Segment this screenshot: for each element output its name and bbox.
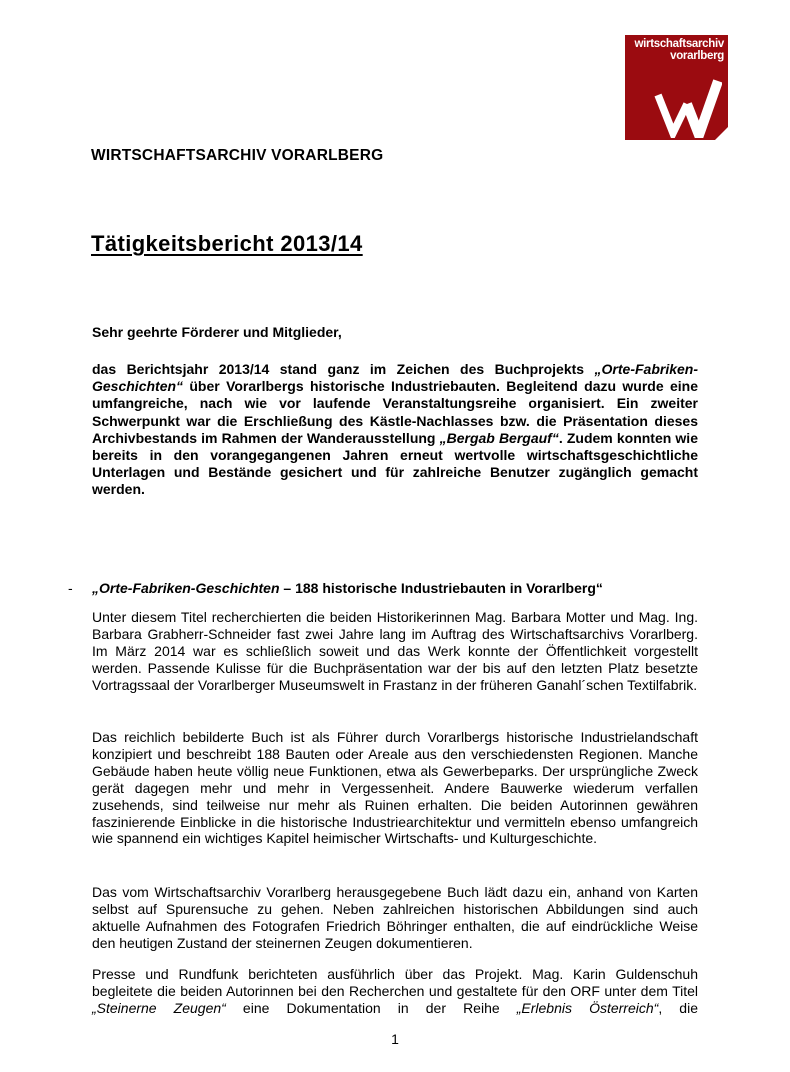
text-segment: „Orte-Fabriken-Geschichten“ (92, 361, 698, 395)
text-segment: das Berichtsjahr 2013/14 stand ganz im Zeichen des Buchprojekts (92, 361, 595, 377)
text-segment: „Orte-Fabriken-Geschichten (92, 580, 280, 596)
text-segment: Presse und Rundfunk berichteten ausführlich über das Projekt. Mag. Karin Guldenschuh begleitete die beiden Autorinnen bei den Recherchen und gestaltete für den ORF unter dem Titel (92, 966, 698, 999)
text-segment: , die (658, 999, 698, 1016)
paragraph-1 (92, 609, 698, 694)
text-segment: . Zudem konnten wie bereits in den vorangegangenen Jahren erneut wertvolle wirtschaftsgeschichtliche Unterlagen und Bestände gesichert und für zahlreiche Benutzer zugänglich gemacht werden. (92, 429, 698, 498)
logo-wordmark (635, 39, 725, 62)
salutation: Sehr geehrte Förderer und Mitglieder, (92, 324, 342, 340)
paragraph-4 (92, 966, 698, 1017)
text-segment: „Steinerne Zeugen“ (92, 999, 226, 1016)
report-title: Tätigkeitsbericht 2013/14 (91, 231, 363, 256)
page-number: 1 (391, 1031, 399, 1047)
text-segment: – 188 historische Industriebauten in Vorarlberg“ (279, 580, 603, 596)
logo-w-mark-icon (654, 78, 722, 138)
logo-wordmark-line1: wirtschaftsarchiv (634, 38, 724, 50)
text-segment: Das reichlich bebilderte Buch ist als Führer durch Vorarlbergs historische Industrielandschaft konzipiert und beschreibt 188 Bauten oder Areale aus den verschiedensten Regionen. Manche Gebäude haben heute völlig neue Funktionen, etwa als Gewerbeparks. Der ursprüngliche Zweck gerät dagegen mehr und mehr in Vergessenheit. Andere Bauwerke wiederum verfallen zusehends, sind teilweise nur mehr als Ruinen erhalten. Die beiden Autorinnen gewähren faszinierende Einblicke in die historische Industriearchitektur und vermitteln ebenso umfangreich wie spannend ein wichtiges Kapitel heimischer Wirtschafts- und Kulturgeschichte. (92, 729, 698, 847)
logo-wordmark-line2: vorarlberg (670, 49, 724, 62)
paragraph-3 (92, 884, 698, 952)
text-segment: Das vom Wirtschaftsarchiv Vorarlberg herausgegebene Buch lädt dazu ein, anhand von Karten selbst auf Spurensuche zu gehen. Neben zahlreichen historischen Abbildungen sind auch aktuelle Aufnahmen des Fotografen Friedrich Böhringer enthalten, die auf eindrückliche Weise den heutigen Zustand der steinernen Zeugen dokumentieren. (92, 884, 698, 951)
text-segment: Unter diesem Titel recherchierten die beiden Historikerinnen Mag. Barbara Motter und Mag. Ing. Barbara Grabherr-Schneider fast zwei Jahre lang im Auftrag des Wirtschaftsarchivs Vorarlberg. Im März 2014 war es schließlich soweit und das Werk konnte der Öffentlichkeit vorgestellt werden. Passende Kulisse für die Buchpräsentation war der bis auf den letzten Platz besetzte Vortragssaal der Vorarlberger Museumswelt in Frastanz in der früheren Ganahl´schen Textilfabrik. (92, 609, 698, 693)
text-segment: „Erlebnis Österreich“ (516, 999, 659, 1016)
text-segment: über Vorarlbergs historische Industriebauten. Begleitend dazu wurde eine umfangreiche, nach wie vor laufende Veranstaltungsreihe organisiert. Ein zweiter Schwerpunkt war die Erschließung des Kästle-Nachlasses bzw. die Präsentation dieses Archivbestands im Rahmen der Wanderausstellung (92, 378, 698, 446)
text-segment: eine Dokumentation in der Reihe (225, 999, 517, 1016)
list-dash: - (68, 580, 73, 596)
section-heading (68, 580, 698, 597)
paragraph-2 (92, 729, 698, 847)
text-segment: „Bergab Bergauf“ (439, 429, 559, 446)
intro-paragraph (92, 361, 698, 499)
logo-corner-notch (715, 127, 728, 140)
section-heading-text (92, 580, 603, 597)
logo (625, 35, 728, 140)
org-name: WIRTSCHAFTSARCHIV VORARLBERG (91, 147, 384, 164)
